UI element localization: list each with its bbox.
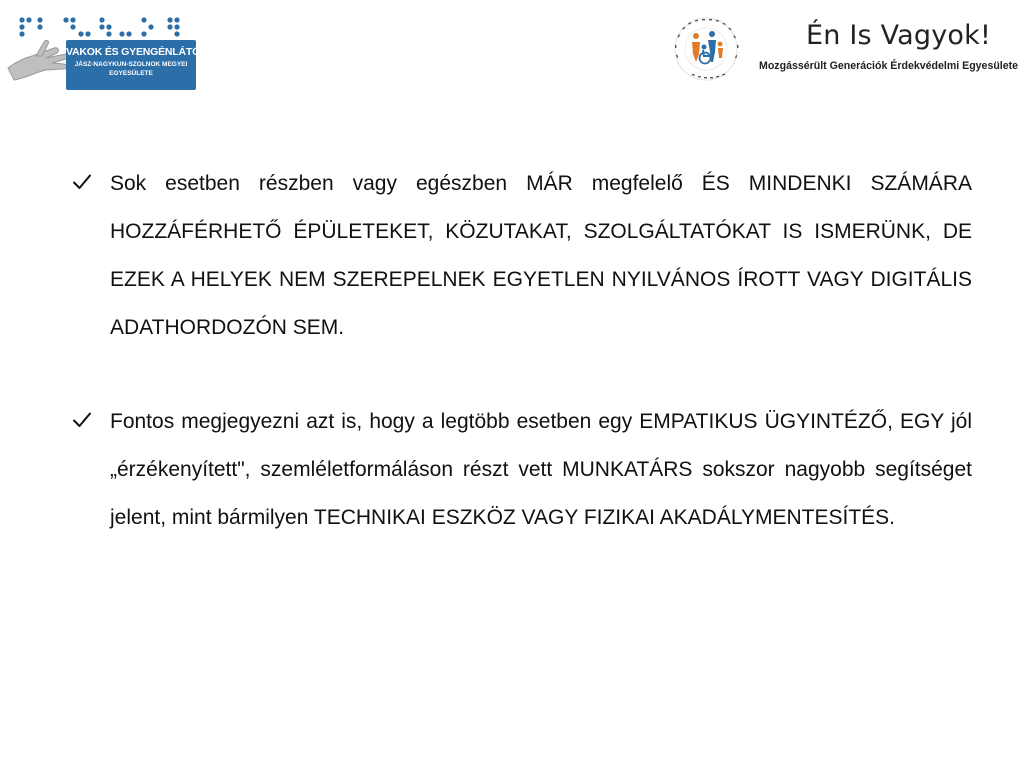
people-wheelchair-seal-icon bbox=[668, 14, 750, 84]
left-logo-title: VAKOK ÉS GYENGÉNLÁTÓK bbox=[66, 46, 208, 58]
left-logo-banner bbox=[66, 40, 208, 90]
left-logo-subtitle-2: EGYESÜLETE bbox=[109, 70, 153, 77]
slide-content bbox=[72, 160, 972, 542]
right-logo-title: Én Is Vagyok! bbox=[806, 20, 991, 51]
right-org-logo bbox=[668, 14, 1018, 84]
right-logo-subtitle: Mozgássérült Generációk Érdekvédelmi Egyesülete bbox=[759, 60, 1019, 72]
bullet-item-1 bbox=[72, 160, 972, 352]
left-org-logo bbox=[6, 12, 208, 88]
checkmark-icon bbox=[72, 173, 92, 191]
checkmark-icon bbox=[72, 411, 92, 429]
bullet-item-2 bbox=[72, 398, 972, 542]
left-logo-subtitle-1: JÁSZ-NAGYKUN-SZOLNOK MEGYEI bbox=[74, 61, 188, 68]
bullet-text-2: Fontos megjegyezni azt is, hogy a legtöbb esetben egy EMPATIKUS ÜGYINTÉZŐ, EGY jól „érzékenyített", szemléletformáláson részt vett MUNKATÁRS sokszor nagyobb segítséget jelent, mint bármilyen TECHNIKAI ESZKÖZ VAGY FIZIKAI AKADÁLYMENTESÍTÉS. bbox=[110, 410, 972, 529]
bullet-text-1: Sok esetben részben vagy egészben MÁR megfelelő ÉS MINDENKI SZÁMÁRA HOZZÁFÉRHETŐ ÉPÜLETEKET, KÖZUTAKAT, SZOLGÁLTATÓKAT IS ISMERÜNK, DE EZEK A HELYEK NEM SZEREPELNEK EGYETLEN NYILVÁNOS ÍROTT VAGY DIGITÁLIS ADATHORDOZÓN SEM. bbox=[110, 172, 972, 339]
